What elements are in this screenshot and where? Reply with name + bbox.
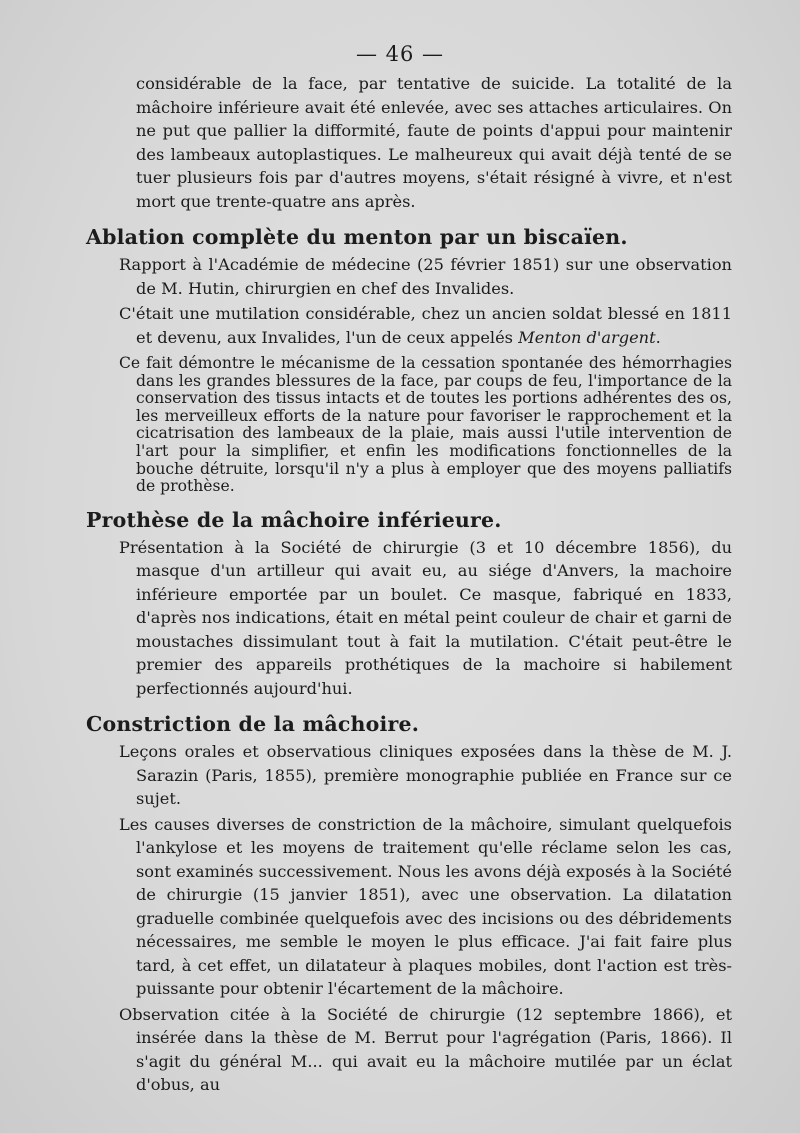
section-title-prothese: Prothèse de la mâchoire inférieure.: [86, 507, 502, 532]
section-constriction-paragraph-2: Les causes diverses de constriction de la mâchoire, simulant quelquefois l'ankylose et les moyens de traitement qu'elle réclame selon les cas, sont examinés successivement. Nous les avons déjà exposés à la Société de chirurgie (15 janvier 1851), avec une observation. La dilatation graduelle combinée quelquefois avec des incisions ou des débridements nécessaires, me semble le moyen le plus efficace. J'ai fait faire plus tard, à cet effet, un dilatateur à plaques mobiles, dont l'action est très-puissante pour obtenir l'écartement de la mâchoire.: [119, 814, 732, 999]
page-content: [0, 72, 800, 1097]
section-constriction-paragraph-1: Leçons orales et observatious cliniques exposées dans la thèse de M. J. Sarazin (Paris, 1855), première monographie publiée en France sur ce sujet.: [119, 742, 732, 809]
section-ablation-paragraph-1: Rapport à l'Académie de médecine (25 février 1851) sur une observation de M. Hutin, chirurgien en chef des Invalides.: [119, 255, 732, 298]
section-title-ablation: Ablation complète du menton par un biscaïen.: [86, 225, 628, 249]
section-ablation-paragraph-3: Ce fait démontre le mécanisme de la cessation spontanée des hémorrhagies dans les grandes blessures de la face, par coups de feu, l'importance de la conservation des tissus intacts et de toutes les portions adhérentes des os, les merveilleux efforts de la nature pour favoriser le rapprochement et la cicatrisation des lambeaux de la plaie, mais aussi l'utile intervention de l'art pour la simplifier, et enfin les modifications fonctionnelles de la bouche détruite, lorsqu'il n'y a plus à employer que des moyens palliatifs de prothèse.: [119, 354, 732, 496]
page-number: — 46 —: [355, 42, 445, 66]
paragraph-2-text: C'était une mutilation considérable, chez un ancien soldat blessé en 1811 et devenu, aux Invalides, l'un de ceux appelés: [119, 304, 732, 347]
intro-paragraph: considérable de la face, par tentative de suicide. La totalité de la mâchoire inférieure avait été enlevée, avec ses attaches articulaires. On ne put que pallier la difformité, faute de points d'appui pour maintenir des lambeaux autoplastiques. Le malheureux qui avait déjà tenté de se tuer plusieurs fois par d'autres moyens, s'était résigné à vivre, et n'est mort que trente-quatre ans après.: [136, 74, 732, 211]
section-title-constriction: Constriction de la mâchoire.: [86, 712, 420, 737]
menton-dargent-term: Menton d'argent: [518, 327, 656, 347]
section-constriction-paragraph-3: Observation citée à la Société de chirurgie (12 septembre 1866), et insérée dans la thèse de M. Berrut pour l'agrégation (Paris, 1866). Il s'agit du général M... qui avait eu la mâchoire mutilée par un éclat d'obus, au: [119, 1004, 732, 1095]
section-prothese-paragraph-1: Présentation à la Société de chirurgie (3 et 10 décembre 1856), du masque d'un artilleur qui avait eu, au siége d'Anvers, la machoire inférieure emportée par un boulet. Ce masque, fabriqué en 1833, d'après nos indications, était en métal peint couleur de chair et garni de moustaches dissimulant tout à fait la mutilation. C'était peut-être le premier des appareils prothétiques de la machoire si habilement perfectionnés aujourd'hui.: [119, 537, 732, 698]
section-ablation-paragraph-2: [119, 302, 732, 349]
paragraph-2-end: .: [655, 327, 661, 347]
